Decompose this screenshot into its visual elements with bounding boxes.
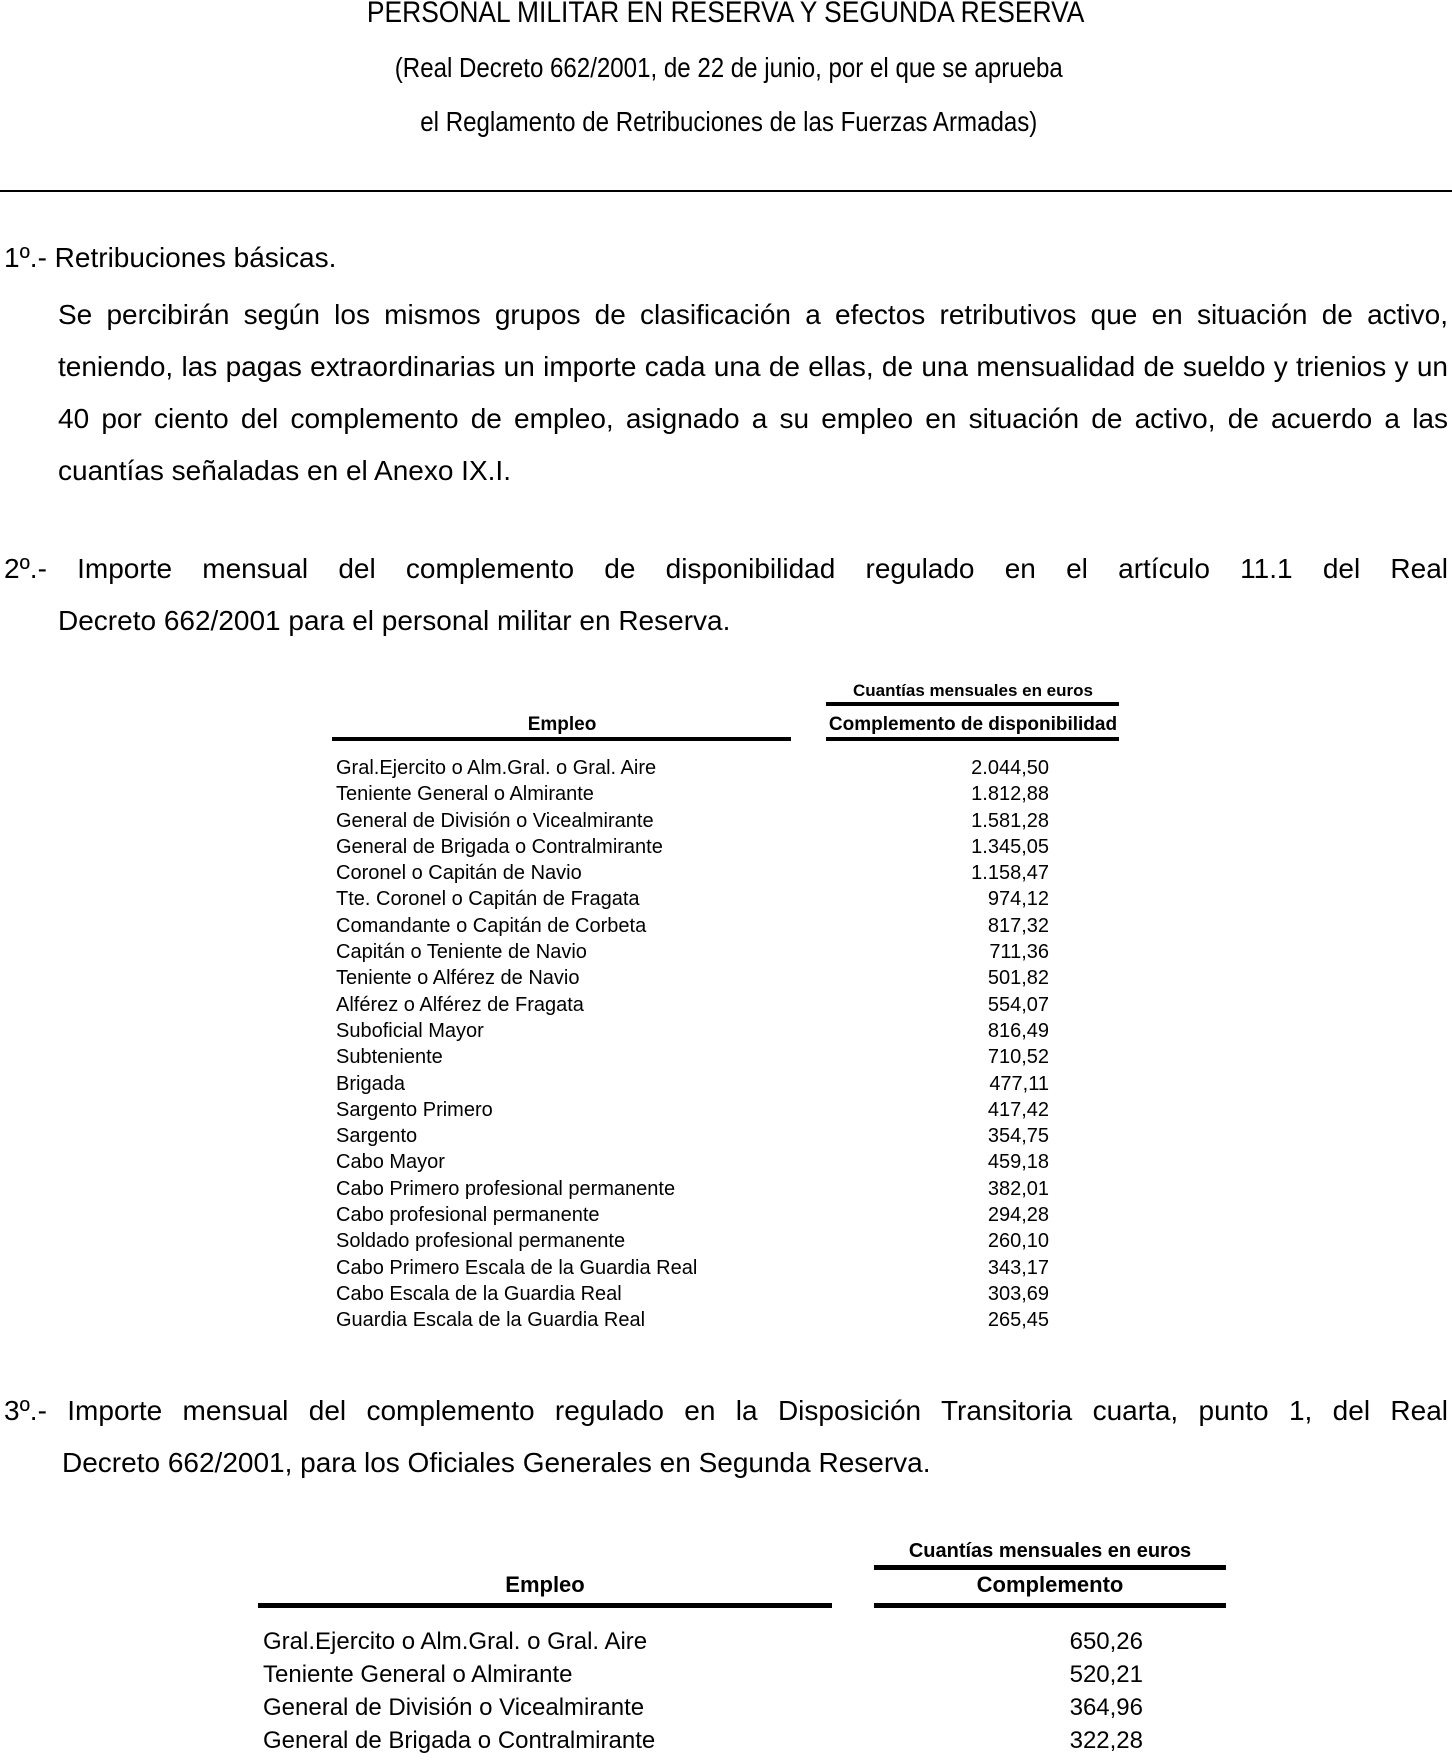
table-row	[336, 1020, 1076, 1046]
table-row	[336, 1099, 1076, 1125]
document-subtitle-line2: el Reglamento de Retribuciones de las Fuerzas Armadas)	[420, 106, 1038, 137]
row-empleo: Coronel o Capitán de Navio	[336, 862, 582, 885]
table-row	[336, 1073, 1076, 1099]
row-empleo: Alférez o Alférez de Fragata	[336, 993, 584, 1016]
row-empleo: Teniente o Alférez de Navio	[336, 967, 580, 990]
row-importe: 459,18	[987, 1151, 1049, 1174]
row-importe: 2.044,50	[971, 757, 1049, 779]
row-empleo: Comandante o Capitán de Corbeta	[336, 914, 647, 937]
row-importe: 343,17	[987, 1256, 1049, 1279]
section2-heading	[4, 543, 1448, 647]
table-row	[336, 888, 1076, 914]
row-importe: 650,26	[1069, 1628, 1143, 1655]
table-row	[336, 1257, 1076, 1283]
table2-rule-employment	[258, 1603, 832, 1608]
table-row	[336, 1283, 1076, 1309]
row-importe: 817,32	[987, 914, 1049, 937]
row-empleo: Teniente General o Almirante	[336, 783, 594, 806]
row-importe: 501,82	[987, 967, 1049, 990]
row-importe: 354,75	[987, 1125, 1049, 1148]
table1-rows	[336, 757, 1076, 1336]
row-empleo: Cabo Mayor	[336, 1151, 445, 1174]
row-importe: 364,96	[1069, 1694, 1143, 1721]
row-empleo: Tte. Coronel o Capitán de Fragata	[336, 888, 640, 911]
section3-heading-line2: Decreto 662/2001, para los Oficiales Generales en Segunda Reserva.	[62, 1447, 931, 1478]
row-empleo: General de Brigada o Contralmirante	[336, 835, 663, 858]
row-importe: 816,49	[987, 1019, 1049, 1042]
table1-rule-amount	[826, 737, 1119, 741]
row-empleo: Cabo Primero profesional permanente	[336, 1177, 676, 1200]
table1-group-rule	[826, 702, 1119, 706]
table2-group-header: Cuantías mensuales en euros	[908, 1540, 1192, 1562]
row-empleo: Suboficial Mayor	[336, 1019, 484, 1042]
row-importe: 303,69	[987, 1282, 1049, 1305]
row-importe: 294,28	[987, 1204, 1049, 1227]
section1-body: Se percibirán según los mismos grupos de clasificación a efectos retributivos que en situación de activo, teniendo, las pagas extraordinarias un importe cada una de ellas, de una mensualidad de sueldo y trienios y un 40 por ciento del complemento de empleo, asignado a su empleo en situación de activo, de acuerdo a las cuantías señaladas en el Anexo IX.I.	[58, 299, 1448, 486]
table1-group-header: Cuantías mensuales en euros	[853, 681, 1093, 700]
table2-rows	[263, 1628, 1143, 1760]
row-importe: 1.581,28	[971, 809, 1049, 832]
table-row	[263, 1628, 1143, 1661]
row-importe: 477,11	[989, 1072, 1049, 1095]
row-importe: 260,10	[987, 1230, 1049, 1253]
table-row	[336, 1151, 1076, 1177]
table-row	[336, 1204, 1076, 1230]
row-importe: 1.158,47	[971, 862, 1049, 885]
row-empleo: Soldado profesional permanente	[336, 1230, 626, 1253]
table2-rule-amount	[874, 1603, 1226, 1608]
document-subtitle-line1: (Real Decreto 662/2001, de 22 de junio, por el que se aprueba	[394, 52, 1063, 83]
table-row	[336, 941, 1076, 967]
table-row	[336, 1230, 1076, 1256]
document-title: PERSONAL MILITAR EN RESERVA Y SEGUNDA RESERVA	[366, 0, 1085, 29]
row-importe: 382,01	[987, 1177, 1049, 1200]
table1-rule-employment	[332, 737, 791, 741]
row-importe: 554,07	[987, 993, 1049, 1016]
table-row	[336, 1125, 1076, 1151]
row-importe: 417,42	[987, 1098, 1049, 1121]
row-empleo: Teniente General o Almirante	[263, 1661, 573, 1688]
row-empleo: Gral.Ejercito o Alm.Gral. o Gral. Aire	[336, 757, 657, 779]
row-empleo: General de División o Vicealmirante	[336, 809, 654, 832]
table1-col-amount: Complemento de disponibilidad	[828, 714, 1118, 735]
table-row	[336, 1046, 1076, 1072]
table-row	[336, 836, 1076, 862]
row-empleo: Cabo profesional permanente	[336, 1204, 600, 1227]
table-row	[263, 1727, 1143, 1760]
table-row	[336, 862, 1076, 888]
section3-heading	[4, 1385, 1448, 1489]
row-empleo: Sargento	[336, 1125, 418, 1148]
row-importe: 1.812,88	[971, 783, 1049, 806]
table-row	[336, 810, 1076, 836]
row-empleo: Gral.Ejercito o Alm.Gral. o Gral. Aire	[263, 1628, 648, 1655]
row-empleo: Cabo Primero Escala de la Guardia Real	[336, 1256, 698, 1279]
table-row	[336, 1178, 1076, 1204]
table2-col-amount: Complemento	[976, 1572, 1124, 1597]
table-row	[263, 1694, 1143, 1727]
table-row	[336, 967, 1076, 993]
section2-heading-line2: Decreto 662/2001 para el personal militar en Reserva.	[58, 605, 731, 636]
table2-group-rule	[874, 1565, 1226, 1570]
row-importe: 322,28	[1069, 1727, 1143, 1754]
table-row	[336, 757, 1076, 783]
row-empleo: Capitán o Teniente de Navio	[336, 941, 587, 964]
row-importe: 520,21	[1069, 1661, 1143, 1688]
section1-title: 1º.- Retribuciones básicas.	[4, 242, 337, 273]
table-row	[336, 994, 1076, 1020]
row-empleo: Subteniente	[336, 1046, 443, 1069]
section3-heading-line1: 3º.- Importe mensual del complemento regulado en la Disposición Transitoria cuarta, punto 1, del Real	[4, 1395, 1448, 1426]
row-empleo: Sargento Primero	[336, 1098, 493, 1121]
row-importe: 711,36	[989, 941, 1049, 964]
row-empleo: Cabo Escala de la Guardia Real	[336, 1282, 622, 1305]
table2-col-employment: Empleo	[505, 1572, 585, 1597]
row-importe: 974,12	[987, 888, 1049, 911]
table-row	[263, 1661, 1143, 1694]
row-empleo: Guardia Escala de la Guardia Real	[336, 1309, 646, 1332]
table-row	[336, 783, 1076, 809]
table-row	[336, 915, 1076, 941]
row-empleo: Brigada	[336, 1072, 405, 1095]
row-importe: 1.345,05	[971, 835, 1049, 858]
header-divider	[0, 190, 1452, 192]
row-importe: 710,52	[987, 1046, 1049, 1069]
row-importe: 265,45	[987, 1309, 1049, 1332]
section2-heading-line1: 2º.- Importe mensual del complemento de disponibilidad regulado en el artículo 11.1 del Real	[4, 553, 1448, 584]
row-empleo: General de División o Vicealmirante	[263, 1694, 645, 1721]
row-empleo: General de Brigada o Contralmirante	[263, 1727, 656, 1754]
table1-col-employment: Empleo	[527, 714, 597, 735]
table-row	[336, 1309, 1076, 1335]
